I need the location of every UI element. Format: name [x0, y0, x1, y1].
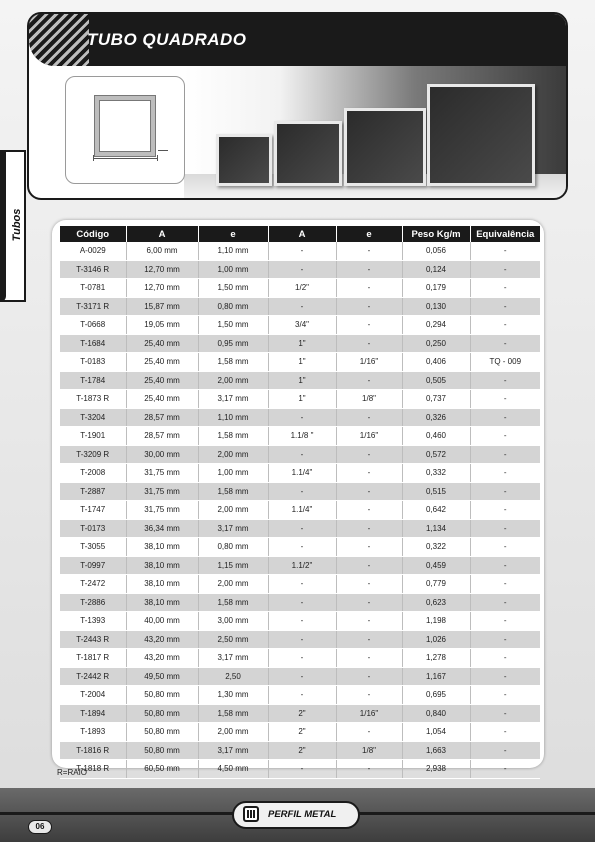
column-header-thickness-inch: e — [336, 226, 402, 242]
cell-side-mm: 25,40 mm — [126, 334, 198, 353]
cell-side-inch: - — [268, 260, 336, 279]
cell-thickness-mm: 1,58 mm — [198, 353, 268, 372]
cell-thickness-mm: 2,00 mm — [198, 445, 268, 464]
table-row — [60, 390, 540, 409]
cell-thickness-inch: - — [336, 482, 402, 501]
cell-side-mm: 38,10 mm — [126, 593, 198, 612]
cell-side-mm: 43,20 mm — [126, 649, 198, 668]
cell-code: T-3209 R — [60, 445, 126, 464]
cell-side-mm: 43,20 mm — [126, 630, 198, 649]
cell-thickness-inch: 1/16" — [336, 704, 402, 723]
cell-side-inch: 1" — [268, 334, 336, 353]
cell-code: T-1873 R — [60, 390, 126, 409]
cell-weight: 1,278 — [402, 649, 470, 668]
table-row — [60, 482, 540, 501]
cell-weight: 0,056 — [402, 242, 470, 260]
cell-side-mm: 50,80 mm — [126, 704, 198, 723]
cell-side-mm: 38,10 mm — [126, 538, 198, 557]
cell-weight: 0,322 — [402, 538, 470, 557]
cell-equivalence: - — [470, 667, 540, 686]
cell-side-mm: 31,75 mm — [126, 501, 198, 520]
cell-side-mm: 25,40 mm — [126, 390, 198, 409]
cell-side-inch: - — [268, 630, 336, 649]
table-row — [60, 704, 540, 723]
cell-equivalence: - — [470, 242, 540, 260]
cell-thickness-inch: - — [336, 538, 402, 557]
dimension-arrow-icon — [93, 155, 94, 161]
cell-side-inch: 1" — [268, 371, 336, 390]
side-tab-label: Tubos — [11, 208, 23, 242]
cell-code: T-1894 — [60, 704, 126, 723]
cell-weight: 0,737 — [402, 390, 470, 409]
cell-thickness-mm: 1,58 mm — [198, 593, 268, 612]
side-tab-accent — [0, 150, 6, 302]
brand-logo-icon-inner — [247, 810, 255, 818]
cell-code: T-1901 — [60, 427, 126, 446]
cell-thickness-mm: 1,30 mm — [198, 686, 268, 705]
cell-weight: 0,505 — [402, 371, 470, 390]
column-header-side-inch: A — [268, 226, 336, 242]
cell-thickness-inch: - — [336, 593, 402, 612]
cell-equivalence: - — [470, 538, 540, 557]
cell-thickness-mm: 1,58 mm — [198, 427, 268, 446]
table-row — [60, 316, 540, 335]
page-number: 06 — [28, 820, 52, 834]
cell-code: T-2443 R — [60, 630, 126, 649]
cell-thickness-inch: - — [336, 464, 402, 483]
cell-weight: 0,695 — [402, 686, 470, 705]
cell-thickness-mm: 2,50 mm — [198, 630, 268, 649]
cell-thickness-inch: - — [336, 408, 402, 427]
cell-side-mm: 25,40 mm — [126, 371, 198, 390]
page-title: TUBO QUADRADO — [87, 30, 247, 49]
cell-thickness-inch: - — [336, 667, 402, 686]
cell-code: T-1684 — [60, 334, 126, 353]
table-row — [60, 297, 540, 316]
cell-side-inch: 2" — [268, 741, 336, 760]
cell-side-inch: - — [268, 538, 336, 557]
cell-weight: 2,938 — [402, 760, 470, 779]
cell-side-mm: 31,75 mm — [126, 482, 198, 501]
cell-side-mm: 25,40 mm — [126, 353, 198, 372]
cell-thickness-inch: - — [336, 760, 402, 779]
table-row — [60, 723, 540, 742]
cell-thickness-inch: - — [336, 649, 402, 668]
cell-thickness-mm: 1,10 mm — [198, 408, 268, 427]
column-header-equivalence: Equivalência — [470, 226, 540, 242]
table-row — [60, 630, 540, 649]
cell-thickness-inch: - — [336, 723, 402, 742]
cell-side-mm: 50,80 mm — [126, 741, 198, 760]
cell-thickness-mm: 2,00 mm — [198, 575, 268, 594]
table-body — [60, 242, 540, 778]
cell-code: T-3204 — [60, 408, 126, 427]
cell-code: T-0173 — [60, 519, 126, 538]
cell-weight: 0,572 — [402, 445, 470, 464]
cell-side-inch: 1.1/8 " — [268, 427, 336, 446]
cell-code: T-1818 R — [60, 760, 126, 779]
column-header-thickness-mm: e — [198, 226, 268, 242]
cell-side-mm: 28,57 mm — [126, 408, 198, 427]
cell-side-inch: 1.1/2" — [268, 556, 336, 575]
cell-weight: 0,406 — [402, 353, 470, 372]
cell-side-inch: - — [268, 649, 336, 668]
cell-equivalence: - — [470, 612, 540, 631]
cell-thickness-inch: - — [336, 556, 402, 575]
cell-weight: 0,779 — [402, 575, 470, 594]
cell-weight: 1,198 — [402, 612, 470, 631]
cell-side-mm: 49,50 mm — [126, 667, 198, 686]
table-row — [60, 686, 540, 705]
cell-code: T-3146 R — [60, 260, 126, 279]
cell-side-mm: 38,10 mm — [126, 556, 198, 575]
cell-equivalence: - — [470, 445, 540, 464]
cell-thickness-mm: 0,80 mm — [198, 538, 268, 557]
cell-thickness-inch: - — [336, 575, 402, 594]
table-row — [60, 556, 540, 575]
cell-equivalence: - — [470, 593, 540, 612]
table-row — [60, 612, 540, 631]
cell-side-inch: 2" — [268, 704, 336, 723]
dimension-arrow-icon — [157, 155, 158, 161]
cell-side-inch: - — [268, 242, 336, 260]
cell-weight: 1,026 — [402, 630, 470, 649]
cell-equivalence: - — [470, 649, 540, 668]
cell-thickness-inch: - — [336, 371, 402, 390]
cell-side-inch: - — [268, 575, 336, 594]
cell-thickness-mm: 3,00 mm — [198, 612, 268, 631]
cell-side-mm: 38,10 mm — [126, 575, 198, 594]
table-row — [60, 260, 540, 279]
cell-side-mm: 28,57 mm — [126, 427, 198, 446]
table-row — [60, 279, 540, 298]
cell-side-mm: 15,87 mm — [126, 297, 198, 316]
table-row — [60, 501, 540, 520]
cell-weight: 1,663 — [402, 741, 470, 760]
cell-thickness-mm: 1,58 mm — [198, 482, 268, 501]
brand-name: PERFIL METAL — [268, 809, 337, 820]
cell-weight: 0,250 — [402, 334, 470, 353]
cell-thickness-mm: 2,00 mm — [198, 501, 268, 520]
cell-side-inch: - — [268, 760, 336, 779]
tube-image-medium — [274, 121, 342, 186]
table-row — [60, 242, 540, 260]
cell-side-mm: 19,05 mm — [126, 316, 198, 335]
cell-equivalence: - — [470, 482, 540, 501]
cell-equivalence: - — [470, 427, 540, 446]
cell-thickness-inch: - — [336, 501, 402, 520]
title-stripes-decoration — [29, 14, 89, 66]
footnote: R=RAIO — [57, 768, 88, 777]
cell-side-mm: 6,00 mm — [126, 242, 198, 260]
cell-weight: 0,515 — [402, 482, 470, 501]
cell-weight: 0,332 — [402, 464, 470, 483]
cell-thickness-inch: - — [336, 242, 402, 260]
table-row — [60, 334, 540, 353]
cell-side-mm: 31,75 mm — [126, 464, 198, 483]
tube-image-large — [344, 108, 426, 186]
cell-code: T-2887 — [60, 482, 126, 501]
cell-weight: 0,642 — [402, 501, 470, 520]
cell-side-mm: 50,80 mm — [126, 723, 198, 742]
cell-side-mm: 30,00 mm — [126, 445, 198, 464]
cell-thickness-inch: - — [336, 630, 402, 649]
cell-code: T-3171 R — [60, 297, 126, 316]
cell-weight: 0,124 — [402, 260, 470, 279]
cell-weight: 0,459 — [402, 556, 470, 575]
cell-equivalence: - — [470, 316, 540, 335]
cell-weight: 0,326 — [402, 408, 470, 427]
dimension-line-icon — [93, 158, 157, 159]
square-profile-icon — [95, 96, 155, 156]
table-row — [60, 445, 540, 464]
cell-code: T-0183 — [60, 353, 126, 372]
cell-code: T-2004 — [60, 686, 126, 705]
table-row — [60, 427, 540, 446]
cell-code: T-1784 — [60, 371, 126, 390]
cell-thickness-mm: 0,80 mm — [198, 297, 268, 316]
cell-code: T-2886 — [60, 593, 126, 612]
thickness-marker-icon — [158, 150, 168, 151]
cell-thickness-inch: - — [336, 334, 402, 353]
cell-thickness-mm: 3,17 mm — [198, 741, 268, 760]
cell-side-mm: 60,50 mm — [126, 760, 198, 779]
cell-weight: 1,167 — [402, 667, 470, 686]
cell-thickness-inch: 1/8" — [336, 390, 402, 409]
cell-equivalence: - — [470, 704, 540, 723]
cell-thickness-inch: 1/16" — [336, 427, 402, 446]
cell-thickness-inch: - — [336, 686, 402, 705]
cell-thickness-mm: 2,50 — [198, 667, 268, 686]
cell-thickness-inch: - — [336, 445, 402, 464]
cell-code: A-0029 — [60, 242, 126, 260]
cell-side-mm: 12,70 mm — [126, 279, 198, 298]
table-row — [60, 667, 540, 686]
cell-equivalence: - — [470, 464, 540, 483]
cell-equivalence: - — [470, 501, 540, 520]
cell-equivalence: - — [470, 741, 540, 760]
cell-code: T-1816 R — [60, 741, 126, 760]
cell-weight: 0,623 — [402, 593, 470, 612]
cell-side-inch: - — [268, 612, 336, 631]
cell-side-inch: - — [268, 482, 336, 501]
cell-equivalence: - — [470, 279, 540, 298]
column-header-code: Código — [60, 226, 126, 242]
cell-thickness-mm: 3,17 mm — [198, 649, 268, 668]
cell-thickness-inch: 1/8" — [336, 741, 402, 760]
cell-equivalence: - — [470, 556, 540, 575]
cell-equivalence: - — [470, 760, 540, 779]
cell-equivalence: - — [470, 630, 540, 649]
table-row — [60, 464, 540, 483]
specification-table — [60, 226, 540, 779]
cell-side-inch: - — [268, 408, 336, 427]
cell-thickness-inch: - — [336, 612, 402, 631]
cell-thickness-inch: - — [336, 519, 402, 538]
column-header-weight: Peso Kg/m — [402, 226, 470, 242]
cell-side-inch: 2" — [268, 723, 336, 742]
cell-equivalence: - — [470, 408, 540, 427]
cell-thickness-mm: 1,10 mm — [198, 242, 268, 260]
cell-equivalence: - — [470, 260, 540, 279]
table-row — [60, 371, 540, 390]
cell-code: T-0997 — [60, 556, 126, 575]
cell-thickness-mm: 2,00 mm — [198, 723, 268, 742]
table-row — [60, 353, 540, 372]
cell-thickness-mm: 1,58 mm — [198, 704, 268, 723]
cell-code: T-2008 — [60, 464, 126, 483]
cell-thickness-inch: - — [336, 260, 402, 279]
cell-code: T-0668 — [60, 316, 126, 335]
cell-thickness-mm: 0,95 mm — [198, 334, 268, 353]
cell-equivalence: - — [470, 390, 540, 409]
cell-side-mm: 12,70 mm — [126, 260, 198, 279]
table-row — [60, 538, 540, 557]
cell-equivalence: - — [470, 334, 540, 353]
cell-code: T-1747 — [60, 501, 126, 520]
tube-image-small — [216, 134, 272, 186]
cell-weight: 0,294 — [402, 316, 470, 335]
cell-side-inch: 3/4" — [268, 316, 336, 335]
cell-side-inch: 1" — [268, 390, 336, 409]
cell-side-mm: 50,80 mm — [126, 686, 198, 705]
cell-thickness-mm: 3,17 mm — [198, 519, 268, 538]
cell-weight: 1,054 — [402, 723, 470, 742]
cell-thickness-inch: - — [336, 297, 402, 316]
cell-thickness-mm: 4,50 mm — [198, 760, 268, 779]
table-row — [60, 575, 540, 594]
cell-code: T-3055 — [60, 538, 126, 557]
cell-code: T-1893 — [60, 723, 126, 742]
cell-weight: 0,840 — [402, 704, 470, 723]
cell-equivalence: - — [470, 723, 540, 742]
cell-code: T-2472 — [60, 575, 126, 594]
cell-equivalence: TQ - 009 — [470, 353, 540, 372]
cell-thickness-inch: - — [336, 316, 402, 335]
cell-thickness-mm: 2,00 mm — [198, 371, 268, 390]
column-header-side-mm: A — [126, 226, 198, 242]
cell-thickness-mm: 1,15 mm — [198, 556, 268, 575]
table-row — [60, 741, 540, 760]
cell-thickness-mm: 1,00 mm — [198, 464, 268, 483]
cell-side-inch: - — [268, 593, 336, 612]
table-row — [60, 519, 540, 538]
cell-equivalence: - — [470, 519, 540, 538]
cell-thickness-mm: 3,17 mm — [198, 390, 268, 409]
cell-side-inch: - — [268, 519, 336, 538]
cell-thickness-inch: - — [336, 279, 402, 298]
cell-side-mm: 40,00 mm — [126, 612, 198, 631]
tube-image-xlarge — [427, 84, 535, 186]
cell-code: T-0781 — [60, 279, 126, 298]
cell-code: T-2442 R — [60, 667, 126, 686]
cell-side-inch: 1.1/4" — [268, 501, 336, 520]
cell-weight: 0,460 — [402, 427, 470, 446]
table-row — [60, 408, 540, 427]
cell-equivalence: - — [470, 297, 540, 316]
cell-thickness-mm: 1,50 mm — [198, 316, 268, 335]
table-row — [60, 760, 540, 779]
cell-side-inch: 1/2" — [268, 279, 336, 298]
cell-weight: 0,130 — [402, 297, 470, 316]
cell-equivalence: - — [470, 575, 540, 594]
cell-side-inch: - — [268, 667, 336, 686]
cell-thickness-inch: 1/16" — [336, 353, 402, 372]
cell-side-inch: - — [268, 445, 336, 464]
cell-side-inch: - — [268, 297, 336, 316]
cell-thickness-mm: 1,50 mm — [198, 279, 268, 298]
cell-code: T-1817 R — [60, 649, 126, 668]
table-row — [60, 649, 540, 668]
cell-side-inch: 1.1/4" — [268, 464, 336, 483]
cell-side-mm: 36,34 mm — [126, 519, 198, 538]
cell-weight: 1,134 — [402, 519, 470, 538]
cell-thickness-mm: 1,00 mm — [198, 260, 268, 279]
cell-code: T-1393 — [60, 612, 126, 631]
cell-equivalence: - — [470, 686, 540, 705]
cell-side-inch: 1" — [268, 353, 336, 372]
table-row — [60, 593, 540, 612]
cell-side-inch: - — [268, 686, 336, 705]
cell-weight: 0,179 — [402, 279, 470, 298]
cell-equivalence: - — [470, 371, 540, 390]
table-header-row — [60, 226, 540, 242]
